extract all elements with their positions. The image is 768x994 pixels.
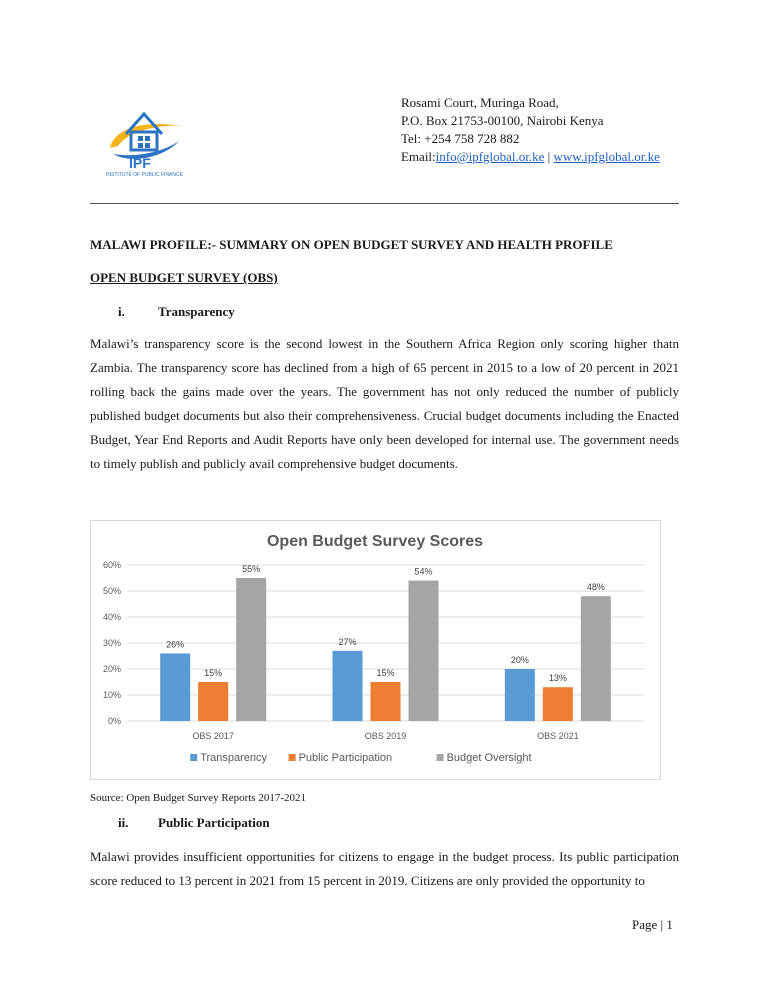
x-tick-label: OBS 2017	[192, 731, 234, 741]
contact-block	[401, 94, 660, 166]
page-number: Page | 1	[632, 917, 673, 932]
paragraph-transparency: Malawi’s transparency score is the second lowest in the Southern Africa Region only scoring higher thatn Zambia. The transparency score has declined from a high of 65 percent in 2015 to a low of 20 percent in 2021 rolling back the gains made over the years. The government has not only reduced the number of publicly published budget documents but also their comprehensiveness. Crucial budget documents including the Enacted Budget, Year End Reports and Audit Reports have only been developed for internal use. The government needs to timely publish and publicly avail comprehensive budget documents.	[90, 336, 679, 471]
chart-container	[90, 520, 661, 780]
chart-title: Open Budget Survey Scores	[266, 533, 484, 550]
section-heading-participation	[118, 815, 270, 831]
logo-name: INSTITUTE OF PUBLIC FINANCE	[106, 172, 183, 178]
section-title: Public Participation	[158, 815, 270, 830]
data-label: 13%	[548, 673, 567, 684]
x-tick-label: OBS 2019	[364, 731, 407, 741]
legend-label: Public Participation	[298, 752, 393, 764]
data-label: 20%	[510, 655, 529, 665]
bar	[198, 682, 228, 721]
data-label: 15%	[376, 668, 395, 678]
header-divider	[90, 203, 679, 204]
contact-separator: |	[544, 149, 554, 164]
logo-abbr: IPF	[129, 155, 151, 171]
y-tick-label: 10%	[102, 690, 121, 700]
data-label: 54%	[414, 566, 433, 577]
data-label: 55%	[242, 564, 261, 574]
section-number: i.	[118, 304, 125, 319]
bar	[409, 581, 439, 721]
contact-pobox: P.O. Box 21753-00100, Nairobi Kenya	[401, 113, 604, 128]
data-label: 15%	[204, 668, 223, 678]
section-title: Transparency	[158, 304, 235, 319]
website-link[interactable]: www.ipfglobal.or.ke	[553, 149, 660, 164]
contact-email-line	[401, 148, 660, 166]
y-tick-label: 50%	[102, 586, 121, 596]
section-heading-obs: OPEN BUDGET SURVEY (OBS)	[90, 270, 278, 285]
ipf-logo	[104, 100, 188, 182]
y-tick-label: 20%	[102, 664, 121, 674]
y-tick-label: 60%	[102, 560, 121, 570]
bar	[371, 682, 401, 721]
data-label: 27%	[338, 636, 357, 647]
section-number: ii.	[118, 815, 129, 830]
obs-scores-chart	[91, 521, 660, 779]
bar	[505, 669, 535, 721]
bar	[236, 578, 266, 721]
bar	[333, 651, 363, 721]
bar	[160, 653, 190, 721]
paragraph-participation: Malawi provides insufficient opportunities for citizens to engage in the budget process. Its public participation score reduced to 13 percent in 2021 from 15 percent in 2019. Citizens are only provided the opportunity to	[90, 849, 679, 888]
chart-source: Source: Open Budget Survey Reports 2017-2021	[90, 792, 306, 804]
email-link[interactable]: info@ipfglobal.or.ke	[435, 149, 545, 164]
legend-swatch	[289, 754, 296, 761]
x-tick-label: OBS 2021	[537, 731, 579, 741]
y-tick-label: 0%	[107, 716, 121, 726]
email-prefix: Email:	[401, 149, 436, 164]
section-heading-transparency	[118, 304, 235, 320]
contact-tel: Tel: +254 758 728 882	[401, 131, 520, 146]
legend-label: Transparency	[200, 752, 268, 764]
bar	[543, 687, 573, 721]
legend-swatch	[190, 754, 197, 761]
contact-address: Rosami Court, Muringa Road,	[401, 95, 559, 110]
y-tick-label: 40%	[102, 612, 121, 622]
legend-swatch	[437, 754, 444, 761]
y-tick-label: 30%	[102, 638, 121, 648]
data-label: 26%	[166, 639, 185, 650]
legend-label: Budget Oversight	[446, 752, 532, 764]
bar	[581, 596, 611, 721]
data-label: 48%	[586, 582, 605, 593]
document-title: MALAWI PROFILE:- SUMMARY ON OPEN BUDGET SURVEY AND HEALTH PROFILE	[90, 237, 613, 252]
